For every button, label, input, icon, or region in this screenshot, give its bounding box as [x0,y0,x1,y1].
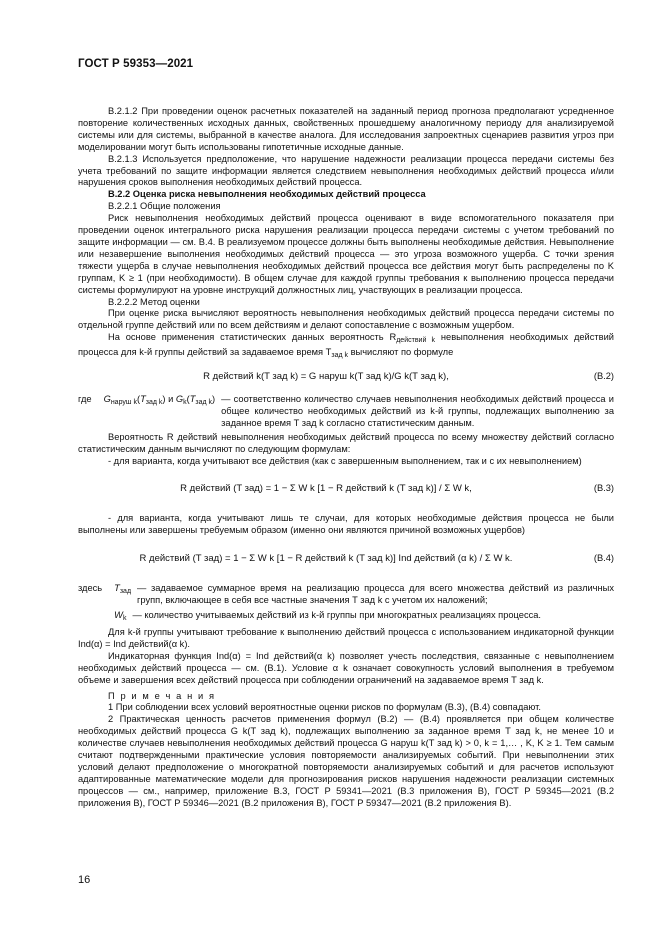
formula-b3 [78,471,614,509]
notes-title: П р и м е ч а н и я [108,690,216,701]
page-number: 16 [78,874,91,886]
formula-b3-number: (В.3) [593,483,614,494]
definition-g: где $G_{наруш k}(T_{зад k})$ и $G_k(T_{зад k})$ — соответственно количество случаев невыполнения необходимых действий процесса и общее количество необходимых действий из k-й группы, подлежащих выполнению за заданное время T зад k согласно статистическим данным. [78,394,614,428]
formula-b3-expression: R действий (T зад) = 1 − Σ W k [1 − R действий k (T зад k)] / Σ W k, [180,483,472,495]
note-2: 2 Практическая ценность расчетов применения формул (В.2) — (В.4) проявляется при общем количестве необходимых действий процесса G k(T зад k), подлежащих выполнению за заданное время T зад k, не менее 10 и количестве случаев невыполнения необходимых действий процесса G наруш k(T зад k) > 0, k = 1,… , K, K ≥ 1. Тем самым считают подтвержденными практические условия повторяемости анализируемых событий. При невыполнении этих условий делают предположение о многократной повторяемости анализируемых событий и для расчетов используют адаптированные математические модели для прогнозирования рисков нарушения надежности реализации системных процессов — см., например, приложение В.3, ГОСТ Р 59341—2021 (В.3 приложения В), ГОСТ Р 59345—2021 (В.2 приложения В), ГОСТ Р 59346—2021 (В.2 приложения В), ГОСТ Р 59347—2021 (В.2 приложения В). [78,714,614,808]
paragraph-b213: В.2.1.3 Используется предположение, что нарушение надежности реализации процесса передачи системы без учета требований по защите информации является следствием невыполнения необходимых действий процесса и/или нарушения сроков выполнения необходимых действий процесса. [78,153,614,188]
formula-b4 [78,541,614,579]
definition-tzad: здесь $T_{зад}$ — задаваемое суммарное время на реализацию процесса для всего множества действий из различных групп, включающее в себя все частные значения T зад k с учетом их наложений; [78,583,614,606]
section-heading-b22: В.2.2 Оценка риска невыполнения необходимых действий процесса [108,189,426,200]
paragraph-b212: В.2.1.2 При проведении оценок расчетных показателей на заданный период прогноза предполагают усредненное повторение количественных исходных данных, свойственных прошедшему аналогичному периоду для анализируемой системы или для системы, выбранной в качестве аналога. Для исследования запроектных сценариев развития угроз при моделировании могут быть использованы гипотетичные исходные данные. [78,106,614,152]
standard-header: ГОСТ Р 59353—2021 [78,58,194,70]
formula-b4-number: (В.4) [593,553,614,564]
paragraph-statistics: На основе применения статистических данных вероятность $R_{действий k}$ невыполнения необходимых действий процесса для k-й группы действий за задаваемое время $T_{зад k}$ вычисляют по формуле [78,332,614,360]
paragraph-probability: Вероятность R действий невыполнения необходимых действий процесса по всему множеству действий согласно статистическим данным вычисляют по следующим формулам: [78,431,614,454]
definition-wk: $W_k$ — количество учитываемых действий из k-й группы при многократных реализациях процесса. [114,610,541,623]
paragraph-indicator-req: Для k-й группы учитывают требование к выполнению действий процесса с использованием индикаторной функции Ind(α) = Ind действий(α k). [78,627,614,649]
paragraph-variant-failed: - для варианта, когда учитывают лишь те случаи, для которых необходимые действия процесса не были выполнены или завершены требуемым образом (именно они являются причиной возможных ущербов) [78,513,614,536]
paragraph-general: Риск невыполнения необходимых действий процесса оценивают в виде вспомогательного показателя при проведении оценок интегрального риска нарушения реализации процесса передачи системы с учетом требований по защите информации — см. В.4. В реализуемом процессе должны быть выполнены необходимые действия. Невыполнение или незавершение выполнения необходимых действий процесса — это угроза возможного ущерба. С точки зрения тяжести ущерба в случае невыполнения необходимых действий процесса все действия могут быть распределены по K группам, K ≥ 1 (при необходимости). В общем случае для каждой группы требования к выполнению процесса передачи системы формулируют на уровне инструкций должностных лиц, участвующих в реализации процесса. [78,213,614,295]
subsection-b222: В.2.2.2 Метод оценки [108,296,200,307]
subsection-b221: В.2.2.1 Общие положения [108,201,221,212]
note-1: 1 При соблюдении всех условий вероятностные оценки рисков по формулам (В.3), (В.4) совпадают. [108,702,541,713]
document-body [78,106,614,810]
paragraph-variant-all: - для варианта, когда учитывают все действия (как с завершенным выполнением, так и с их невыполнением) [108,455,582,466]
formula-b4-expression: R действий (T зад) = 1 − Σ W k [1 − R действий k (T зад k)] Ind действий (α k) / Σ W k. [139,553,513,565]
paragraph-method: При оценке риска вычисляют вероятность невыполнения необходимых действий процесса передачи системы по отдельной группе действий или по всем действиям и делают сопоставление с возможным ущербом. [78,308,614,331]
paragraph-indicator-func: Индикаторная функция Ind(α) = Ind действий(α k) позволяет учесть последствия, связанные с невыполнением необходимых действий процесса — см. (В.1). Условие α k означает совокупность условий выполнения в требуемом объеме и завершения всех действий процесса при соблюдении ограничений на задаваемое время T зад k. [78,650,614,685]
formula-b2 [78,366,614,390]
formula-b2-expression: R действий k(T зад k) = G наруш k(T зад k)/G k(T зад k), [203,371,449,383]
formula-b2-number: (В.2) [593,371,614,382]
